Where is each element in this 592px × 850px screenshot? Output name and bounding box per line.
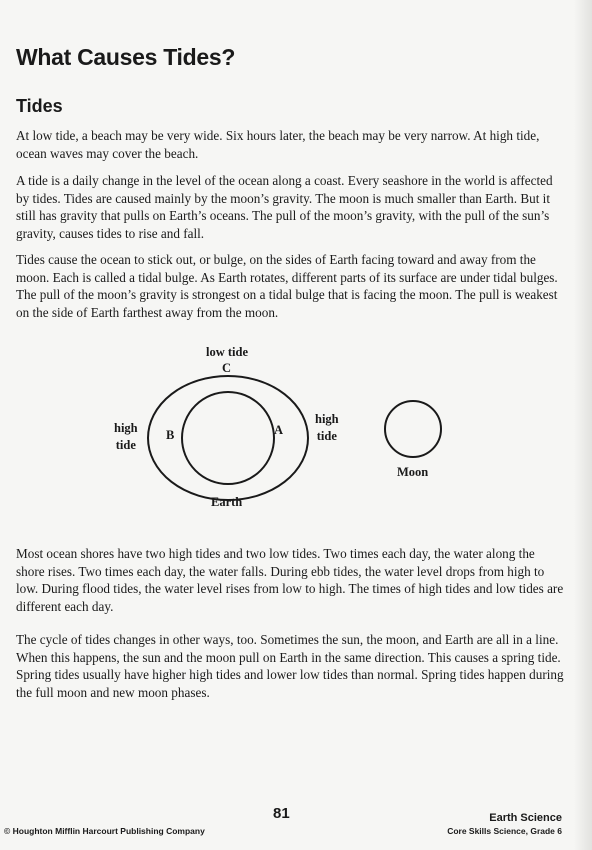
course-label: Core Skills Science, Grade 6 — [447, 826, 562, 836]
footer-course-info — [447, 812, 562, 836]
high-tide-left-line2: tide — [115, 438, 136, 452]
tidal-bulge-diagram — [0, 340, 592, 520]
high-tide-left-label — [114, 420, 138, 454]
high-tide-right-line2: tide — [316, 429, 337, 443]
moon-circle — [385, 401, 441, 457]
point-c-label: C — [222, 361, 232, 375]
page-title: What Causes Tides? — [16, 44, 236, 70]
section-heading: Tides — [16, 96, 63, 116]
low-tide-label: low tide — [206, 345, 249, 359]
paragraph-beach-tides: At low tide, a beach may be very wide. Six hours later, the beach may be very narrow. At high tide, ocean waves may cover the beach. — [16, 128, 540, 161]
high-tide-right-label — [315, 411, 339, 445]
paragraph-tidal-bulge: Tides cause the ocean to stick out, or bulge, on the sides of Earth facing toward and away from the moon. Each is called a tidal bulge. As Earth rotates, different parts of its surface are under tidal bulges. The pull of the moon’s gravity is strongest on a tidal bulge that is facing the moon. The pull is weakest on the side of Earth farthest away from the moon. — [16, 252, 558, 320]
high-tide-left-line1: high — [114, 421, 138, 435]
high-tide-right-line1: high — [315, 412, 339, 426]
tidal-bulge-svg — [0, 340, 592, 520]
paragraph-spring-tides: The cycle of tides changes in other ways, too. Sometimes the sun, the moon, and Earth are all in a line. When this happens, the sun and the moon pull on Earth in the same direction. This causes a spring tide. Spring tides usually have higher high tides and lower low tides than normal. Spring tides happen during the full moon and new moon phases. — [16, 632, 564, 700]
subject-label: Earth Science — [489, 812, 562, 824]
page-number: 81 — [273, 805, 290, 822]
earth-label: Earth — [211, 495, 243, 509]
point-a-label: A — [274, 423, 284, 437]
earth-circle — [182, 392, 274, 484]
point-b-label: B — [166, 428, 175, 442]
moon-label: Moon — [397, 465, 429, 479]
paragraph-tide-definition: A tide is a daily change in the level of the ocean along a coast. Every seashore in the world is affected by tides. Tides are caused mainly by the moon’s gravity. The moon is much smaller than Earth. But it still has gravity that pulls on Earth’s oceans. The pull of the moon’s gravity, with the pull of the sun’s gravity, causes tides to rise and fall. — [16, 173, 553, 241]
copyright-notice: © Houghton Mifflin Harcourt Publishing Company — [4, 826, 205, 836]
paragraph-high-low-tides: Most ocean shores have two high tides and two low tides. Two times each day, the water along the shore rises. Two times each day, the water falls. During ebb tides, the water level drops from high to low. During flood tides, the water level rises from low to high. The times of high tides and low tides are different each day. — [16, 546, 564, 614]
